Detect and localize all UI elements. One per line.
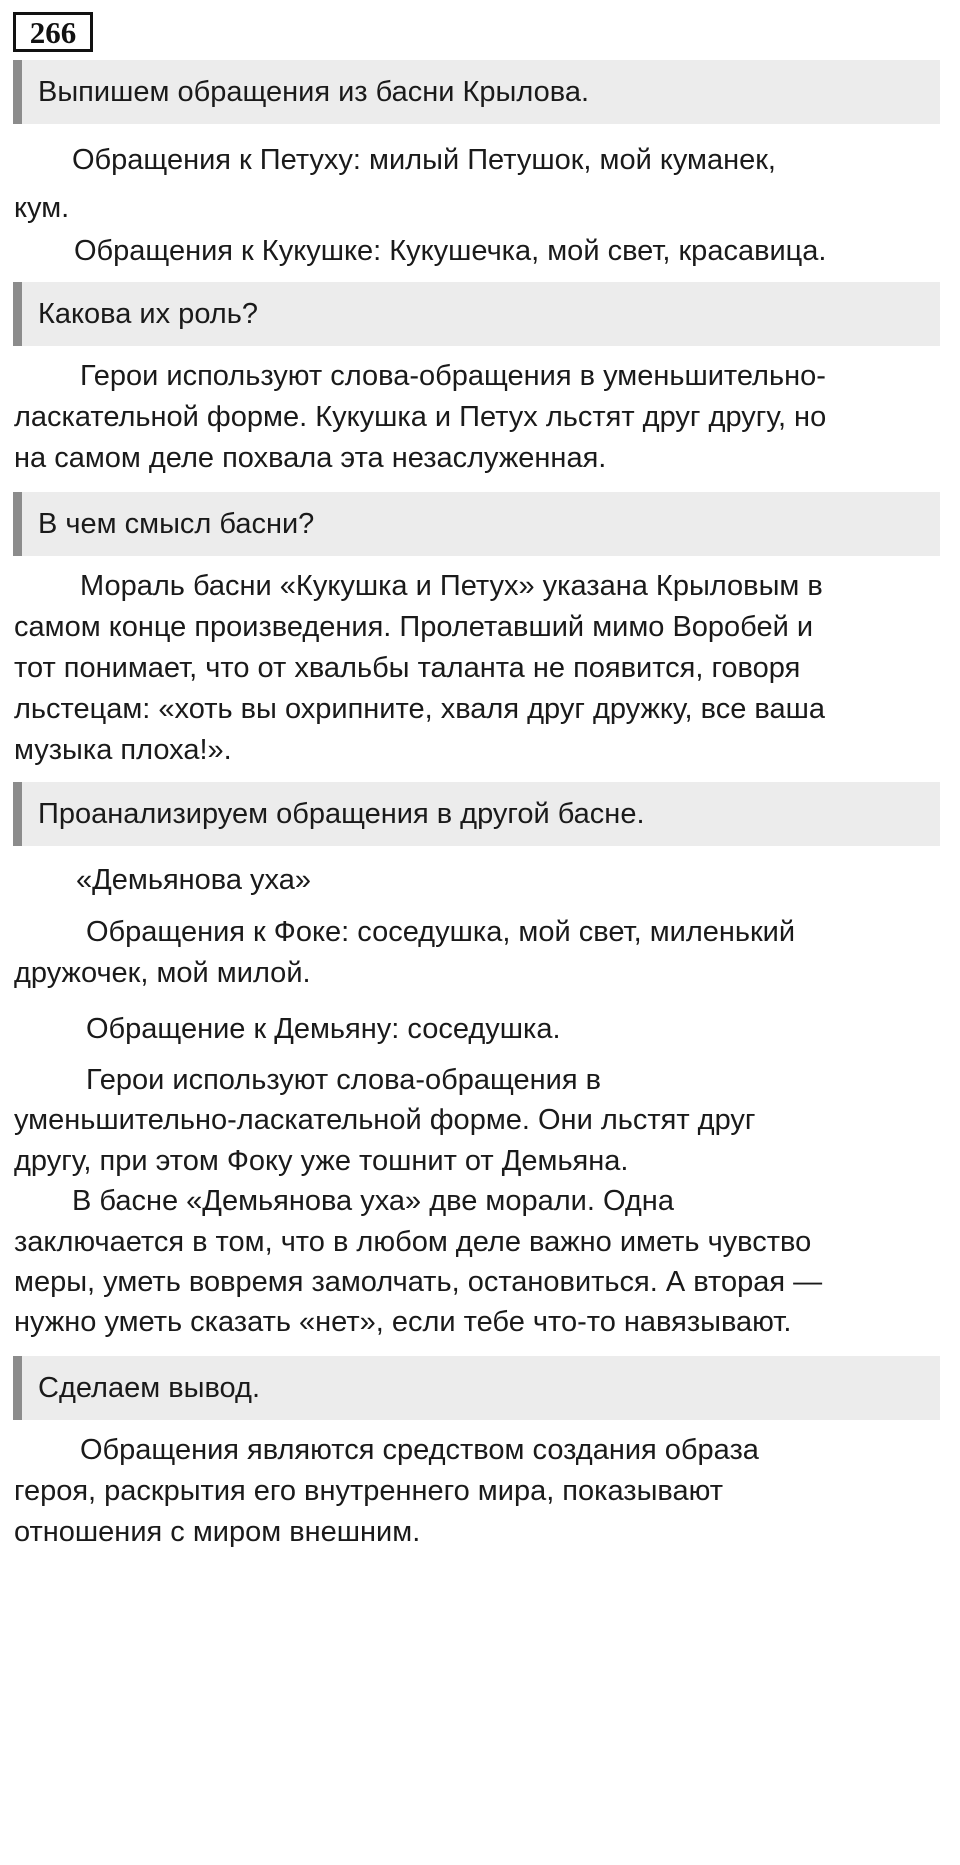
section-header-5: Сделаем вывод. <box>13 1356 940 1420</box>
section-header-1: Выпишем обращения из басни Крылова. <box>13 60 940 124</box>
paragraph <box>14 356 940 479</box>
text-line: кум. <box>14 192 70 224</box>
paragraph <box>14 912 940 994</box>
text-line: заключается в том, что в любом деле важно иметь чувство <box>14 1225 812 1258</box>
text-line: музыка плоха!». <box>14 734 232 766</box>
text-line: Мораль басни «Кукушка и Петух» указана Крыловым в <box>80 570 823 602</box>
text-line: ласкательной форме. Кукушка и Петух льстят друг другу, но <box>14 401 827 433</box>
text-line: В басне «Демьянова уха» две морали. Одна <box>72 1185 674 1218</box>
text-line: Обращение к Демьяну: соседушка. <box>86 1013 561 1045</box>
text-line: самом конце произведения. Пролетавший мимо Воробей и <box>14 611 814 643</box>
section-header-2: Какова их роль? <box>13 282 940 346</box>
text-line: льстецам: «хоть вы охрипните, хваля друг дружку, все ваша <box>14 693 825 725</box>
text-line: Обращения являются средством создания образа <box>80 1434 759 1466</box>
text-line: на самом деле похвала эта незаслуженная. <box>14 442 607 474</box>
paragraph <box>14 1430 940 1553</box>
paragraph <box>14 856 940 904</box>
text-line: Обращения к Петуху: милый Петушок, мой куманек, <box>72 144 776 176</box>
paragraph <box>14 227 940 275</box>
text-line: нужно уметь сказать «нет», если тебе что-то навязывают. <box>14 1306 792 1339</box>
text-line: Герои используют слова-обращения в <box>86 1064 602 1096</box>
paragraph <box>14 1060 940 1343</box>
paragraph <box>14 136 940 232</box>
text-line: уменьшительно-ласкательной форме. Они льстят друг <box>14 1104 756 1137</box>
section-header-4: Проанализируем обращения в другой басне. <box>13 782 940 846</box>
text-line: другу, при этом Фоку уже тошнит от Демьяна. <box>14 1144 629 1177</box>
text-line: героя, раскрытия его внутреннего мира, показывают <box>14 1475 724 1507</box>
text-line: тот понимает, что от хвальбы таланта не появится, говоря <box>14 652 801 684</box>
text-line: «Демьянова уха» <box>76 864 311 896</box>
text-line: дружочек, мой милой. <box>14 957 311 989</box>
text-line: Обращения к Кукушке: Кукушечка, мой свет, красавица. <box>74 235 827 267</box>
exercise-number: 266 <box>13 12 93 52</box>
paragraph <box>14 1005 940 1053</box>
section-header-3: В чем смысл басни? <box>13 492 940 556</box>
paragraph <box>14 566 940 771</box>
text-line: Герои используют слова-обращения в уменьшительно- <box>80 360 826 392</box>
text-line: меры, уметь вовремя замолчать, остановиться. А вторая — <box>14 1266 823 1299</box>
text-line: Обращения к Фоке: соседушка, мой свет, миленький <box>86 916 796 948</box>
text-line: отношения с миром внешним. <box>14 1516 421 1548</box>
